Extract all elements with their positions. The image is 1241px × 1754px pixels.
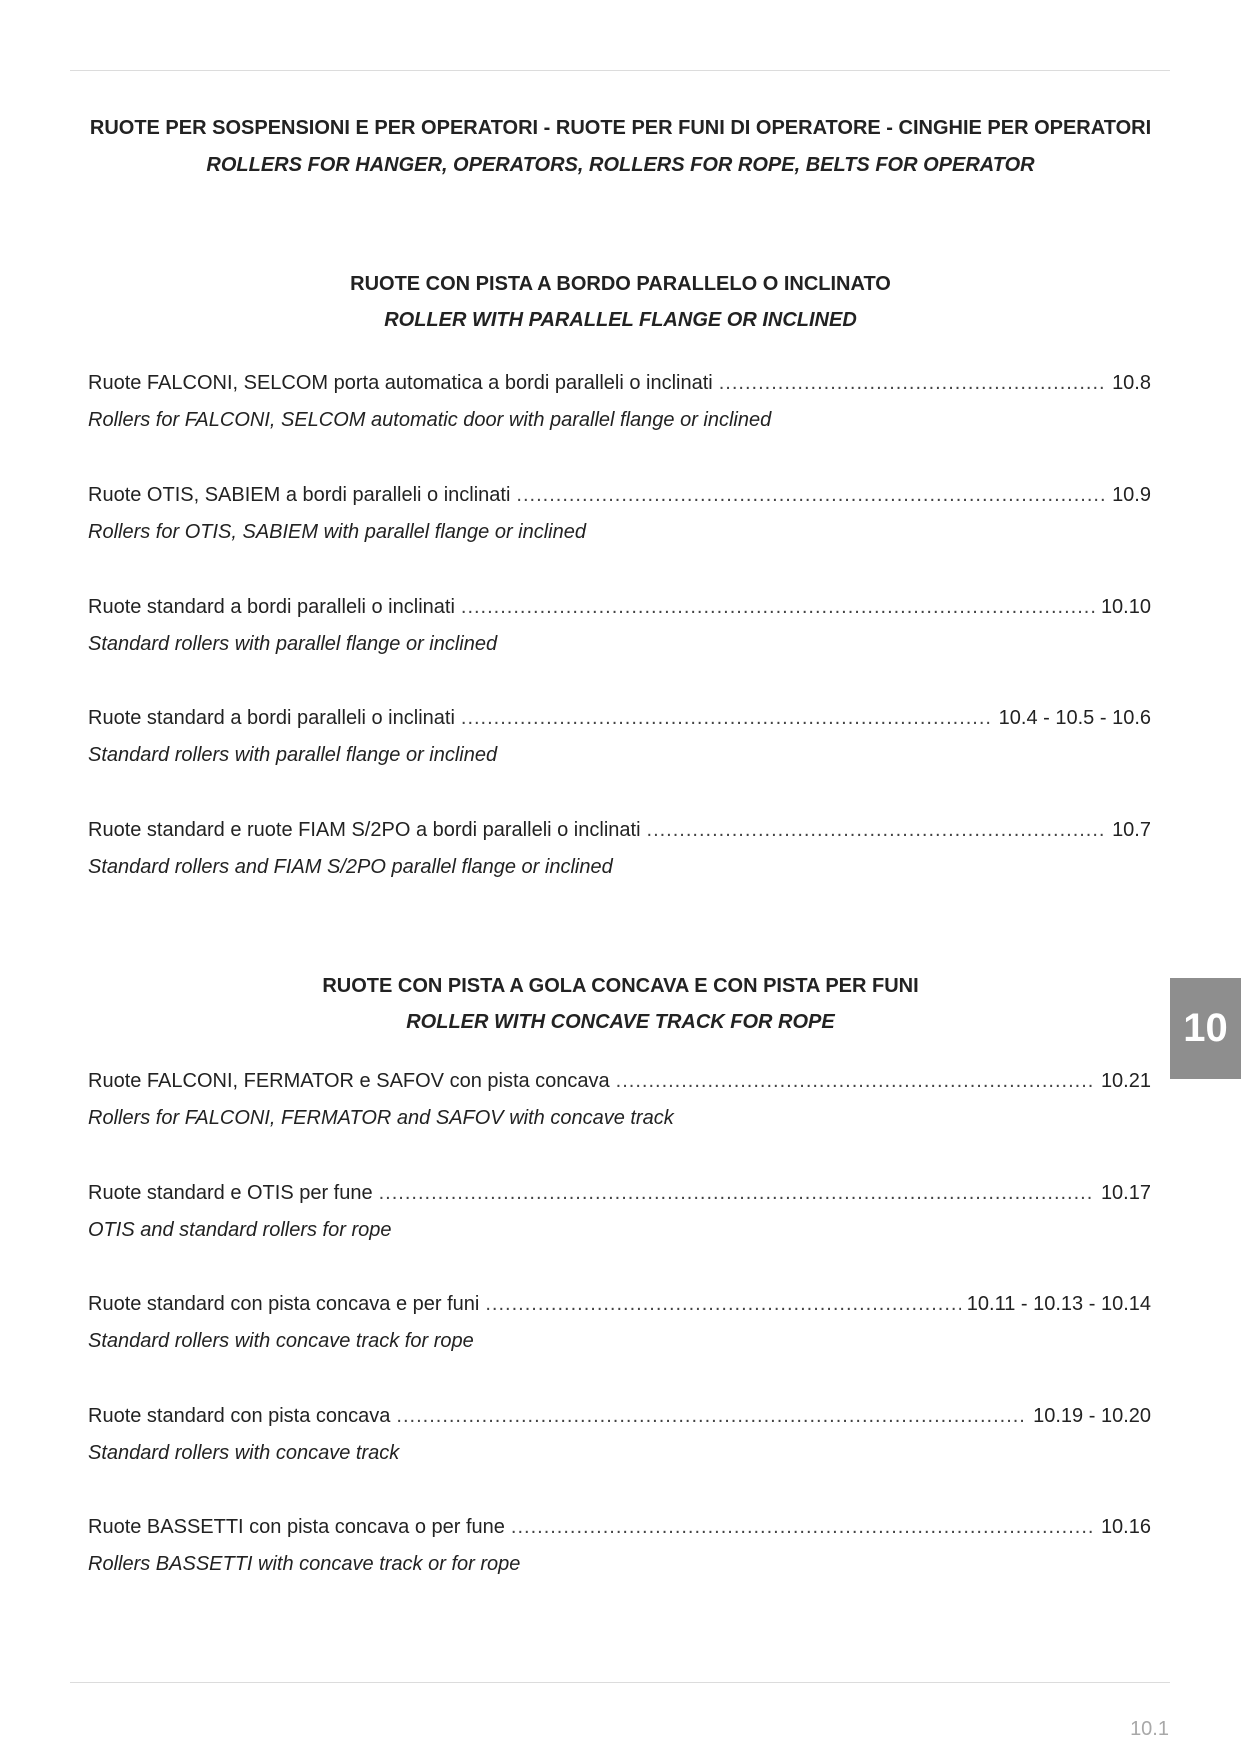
toc-entry[interactable] <box>88 1069 1151 1130</box>
toc-entry-translation: Standard rollers with concave track <box>88 1442 400 1464</box>
toc-entry[interactable] <box>88 818 1151 879</box>
toc-entry-label: Ruote standard e OTIS per fune <box>88 1182 373 1204</box>
toc-entry-translation: Rollers BASSETTI with concave track or for rope <box>88 1553 521 1575</box>
toc-entry-label: Ruote FALCONI, FERMATOR e SAFOV con pista concava <box>88 1070 610 1092</box>
toc-entry-page: 10.8 <box>1112 372 1151 394</box>
toc-entry-page: 10.21 <box>1100 1070 1151 1092</box>
toc-entry-translation: Standard rollers with concave track for rope <box>88 1330 474 1352</box>
dot-leader <box>516 483 1106 507</box>
toc-entry[interactable] <box>88 371 1151 432</box>
dot-leader <box>379 1181 1095 1205</box>
toc-entry-translation: Rollers for FALCONI, SELCOM automatic door with parallel flange or inclined <box>88 409 772 431</box>
toc-entry-translation: Rollers for FALCONI, FERMATOR and SAFOV with concave track <box>88 1107 674 1129</box>
section-title: RUOTE CON PISTA A BORDO PARALLELO O INCLINATO <box>350 273 891 295</box>
dot-leader <box>461 595 1095 619</box>
dot-leader <box>616 1069 1095 1093</box>
toc-entry[interactable] <box>88 483 1151 544</box>
top-rule <box>70 70 1170 71</box>
toc-entry-label: Ruote FALCONI, SELCOM porta automatica a bordi paralleli o inclinati <box>88 372 713 394</box>
document-title-en: ROLLERS FOR HANGER, OPERATORS, ROLLERS FOR ROPE, BELTS FOR OPERATOR <box>206 154 1035 176</box>
toc-entry-translation: Standard rollers with parallel flange or inclined <box>88 633 498 655</box>
toc-entry-label: Ruote standard e ruote FIAM S/2PO a bordi paralleli o inclinati <box>88 819 641 841</box>
toc-entry[interactable] <box>88 1181 1151 1242</box>
toc-entry-translation: Standard rollers and FIAM S/2PO parallel flange or inclined <box>88 856 613 878</box>
toc-entry-translation: Standard rollers with parallel flange or inclined <box>88 744 498 766</box>
bottom-rule <box>70 1682 1170 1683</box>
toc-entry-label: Ruote BASSETTI con pista concava o per fune <box>88 1516 505 1538</box>
toc-entry-page: 10.7 <box>1112 819 1151 841</box>
dot-leader <box>647 818 1107 842</box>
toc-entry-label: Ruote OTIS, SABIEM a bordi paralleli o inclinati <box>88 484 511 506</box>
toc-entry[interactable] <box>88 595 1151 656</box>
section-title: RUOTE CON PISTA A GOLA CONCAVA E CON PISTA PER FUNI <box>322 975 919 997</box>
dot-leader <box>511 1515 1095 1539</box>
toc-entry-page: 10.19 - 10.20 <box>1033 1405 1151 1427</box>
dot-leader <box>719 371 1106 395</box>
toc-entry[interactable] <box>88 1404 1151 1465</box>
document-title: RUOTE PER SOSPENSIONI E PER OPERATORI - RUOTE PER FUNI DI OPERATORE - CINGHIE PER OPERATORI <box>89 117 1152 139</box>
toc-entry-label: Ruote standard a bordi paralleli o inclinati <box>88 707 455 729</box>
toc-entry-label: Ruote standard con pista concava <box>88 1405 391 1427</box>
page-number: 10.1 <box>1130 1718 1169 1740</box>
dot-leader <box>461 706 993 730</box>
chapter-tab[interactable]: 10 <box>1170 978 1241 1079</box>
toc-entry-page: 10.9 <box>1112 484 1151 506</box>
toc-entry-page: 10.10 <box>1100 596 1151 618</box>
toc-entry-page: 10.11 - 10.13 - 10.14 <box>966 1293 1151 1315</box>
toc-entry-page: 10.4 - 10.5 - 10.6 <box>998 707 1151 729</box>
toc-entry-label: Ruote standard a bordi paralleli o inclinati <box>88 596 455 618</box>
section-title-en: ROLLER WITH CONCAVE TRACK FOR ROPE <box>406 1011 835 1033</box>
toc-entry-label: Ruote standard con pista concava e per funi <box>88 1293 480 1315</box>
toc-entry[interactable] <box>88 1515 1151 1576</box>
toc-entry-page: 10.16 <box>1100 1516 1151 1538</box>
dot-leader <box>485 1292 960 1316</box>
toc-entry[interactable] <box>88 1292 1151 1353</box>
toc-entry[interactable] <box>88 706 1151 767</box>
toc-entry-page: 10.17 <box>1100 1182 1151 1204</box>
dot-leader <box>396 1404 1027 1428</box>
toc-entry-translation: Rollers for OTIS, SABIEM with parallel flange or inclined <box>88 521 586 543</box>
section-title-en: ROLLER WITH PARALLEL FLANGE OR INCLINED <box>384 309 857 331</box>
toc-entry-translation: OTIS and standard rollers for rope <box>88 1219 392 1241</box>
